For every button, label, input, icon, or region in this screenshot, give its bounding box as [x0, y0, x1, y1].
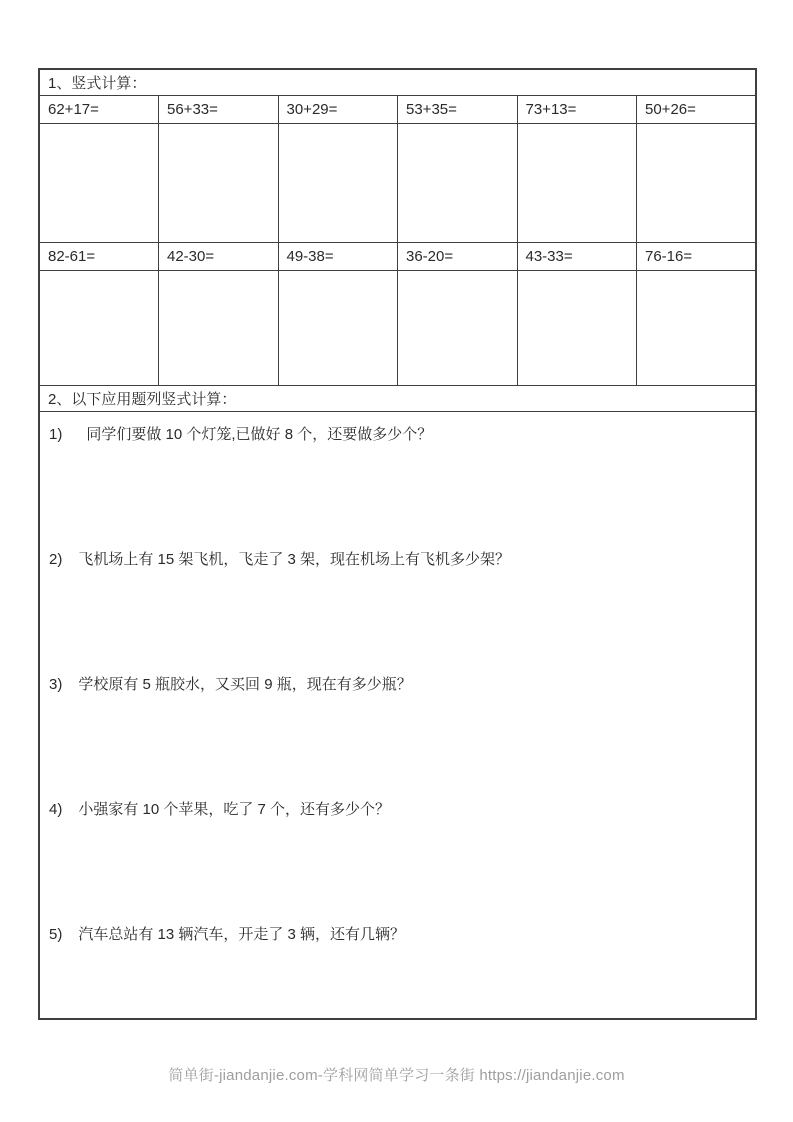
word-problem [49, 675, 755, 694]
problem-number: 1) [49, 425, 63, 443]
word-problem [49, 425, 755, 444]
addition-problems-row [39, 95, 756, 123]
problem-text: 汽车总站有 13 辆汽车，开走了 3 辆，还有几辆？ [78, 925, 406, 943]
worksheet-table [38, 68, 757, 1020]
word-problems-cell [39, 411, 756, 1019]
footer-watermark: 简单街-jiandanjie.com-学科网简单学习一条街 https://jiandanjie.com [168, 1067, 625, 1084]
workspace-cell [637, 270, 757, 385]
problem-number: 4) [49, 800, 63, 818]
problem-number: 5) [49, 925, 63, 943]
word-problem [49, 550, 755, 569]
subtraction-problem-cell: 49-38= [278, 242, 398, 270]
section2-header-row [39, 385, 756, 411]
workspace-cell [517, 270, 637, 385]
subtraction-problem-cell: 36-20= [398, 242, 518, 270]
subtraction-problem-cell: 43-33= [517, 242, 637, 270]
addition-problem-cell: 73+13= [517, 95, 637, 123]
workspace-cell [159, 270, 279, 385]
workspace-cell [278, 270, 398, 385]
subtraction-problems-row [39, 242, 756, 270]
problem-text: 小强家有 10 个苹果，吃了 7 个，还有多少个？ [78, 800, 391, 818]
problem-number: 3) [49, 675, 63, 693]
workspace-cell [398, 123, 518, 242]
workspace-cell [637, 123, 757, 242]
word-problem [49, 800, 755, 819]
section2-title: 2、以下应用题列竖式计算： [39, 385, 756, 411]
problem-text: 飞机场上有 15 架飞机，飞走了 3 架，现在机场上有飞机多少架？ [78, 550, 511, 568]
subtraction-problem-cell: 82-61= [39, 242, 159, 270]
problem-text: 同学们要做 10 个灯笼,已做好 8 个，还要做多少个？ [86, 425, 433, 443]
word-problem [49, 925, 755, 944]
workspace-cell [159, 123, 279, 242]
section1-header-row [39, 69, 756, 95]
addition-problem-cell: 50+26= [637, 95, 757, 123]
addition-problem-cell: 62+17= [39, 95, 159, 123]
workspace-cell [278, 123, 398, 242]
workspace-cell [39, 123, 159, 242]
subtraction-workspace-row [39, 270, 756, 385]
workspace-cell [398, 270, 518, 385]
addition-problem-cell: 53+35= [398, 95, 518, 123]
subtraction-problem-cell: 42-30= [159, 242, 279, 270]
problem-text: 学校原有 5 瓶胶水，又买回 9 瓶，现在有多少瓶？ [78, 675, 412, 693]
addition-problem-cell: 56+33= [159, 95, 279, 123]
section1-title: 1、竖式计算： [39, 69, 756, 95]
workspace-cell [517, 123, 637, 242]
problem-number: 2) [49, 550, 63, 568]
workspace-cell [39, 270, 159, 385]
word-problems-row [39, 411, 756, 1019]
addition-problem-cell: 30+29= [278, 95, 398, 123]
addition-workspace-row [39, 123, 756, 242]
subtraction-problem-cell: 76-16= [637, 242, 757, 270]
